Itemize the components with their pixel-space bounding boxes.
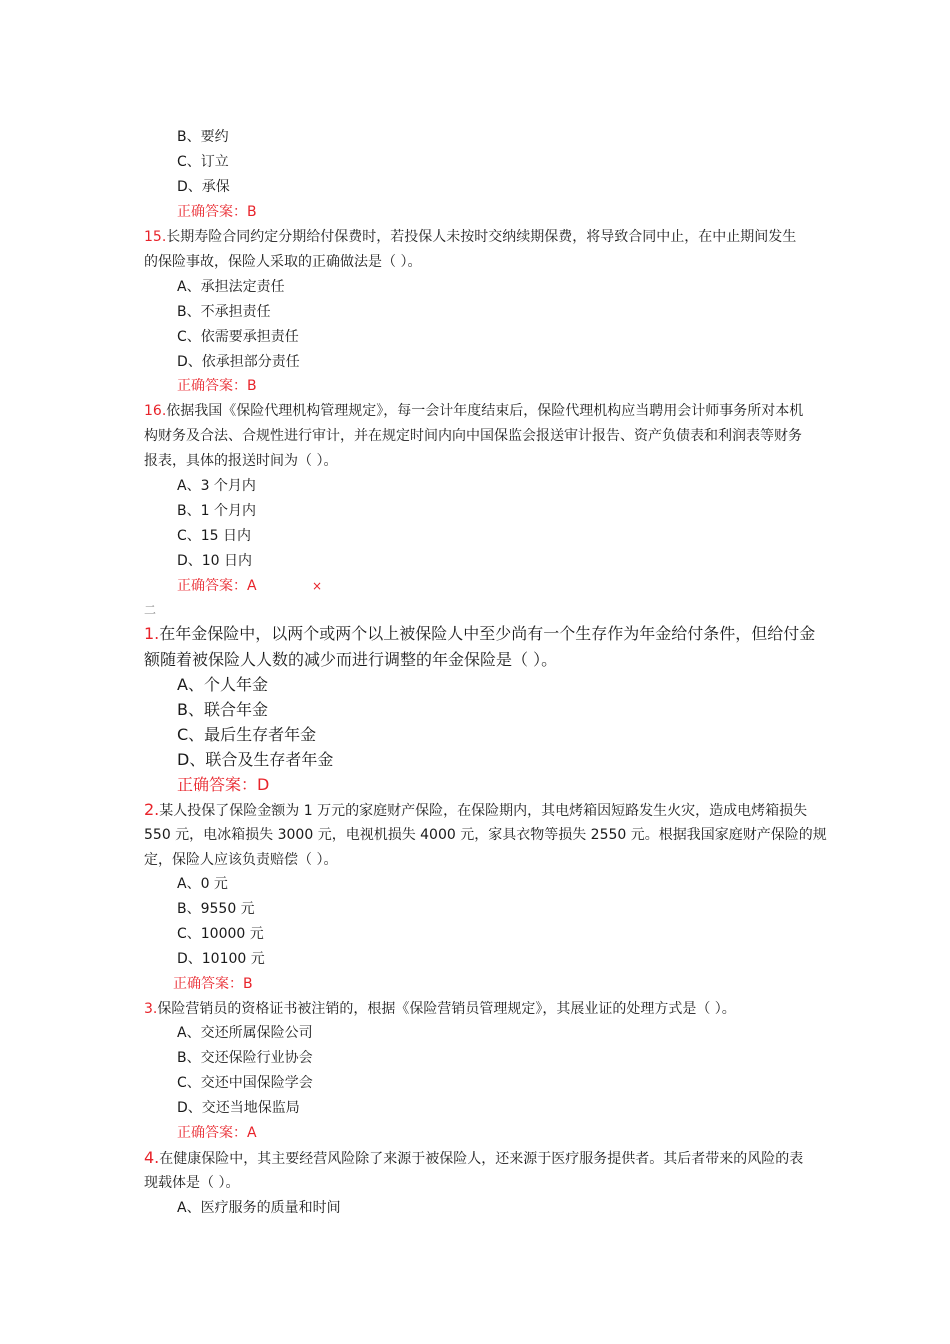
q16-text-line1 (144, 401, 803, 421)
s2q3-answer: 正确答案：A (177, 1125, 257, 1141)
s2q4-option-a: A、医疗服务的质量和时间 (177, 1200, 341, 1216)
q15-line1: 长期寿险合同约定分期给付保费时，若投保人未按时交纳续期保费，将导致合同中止，在中止期间发生 (166, 229, 797, 245)
s2q1-option-c: C、最后生存者年金 (177, 725, 317, 744)
s2q4-text-line1 (144, 1148, 803, 1169)
s2q1-option-b: B、联合年金 (177, 700, 268, 719)
s2q3-text-line1 (144, 999, 736, 1019)
s2q4-number: 4. (144, 1148, 160, 1167)
s2q1-option-d: D、联合及生存者年金 (177, 750, 334, 769)
s2q3-line1: 保险营销员的资格证书被注销的，根据《保险营销员管理规定》，其展业证的处理方式是（ ）。 (157, 1001, 736, 1017)
s2q3-option-c: C、交还中国保险学会 (177, 1075, 313, 1091)
q15-text-line1 (144, 227, 796, 247)
s2q1-option-a: A、个人年金 (177, 675, 268, 694)
q16-line1: 依据我国《保险代理机构管理规定》，每一会计年度结束后，保险代理机构应当聘用会计师事务所对本机 (166, 403, 804, 419)
q15-text-line2: 的保险事故，保险人采取的正确做法是（ ）。 (144, 254, 422, 270)
s2q4-text-line2: 现载体是（ ）。 (144, 1175, 240, 1191)
s2q4-line1: 在健康保险中，其主要经营风险除了来源于被保险人，还来源于医疗服务提供者。其后者带来的风险的表 (159, 1151, 804, 1167)
s2q2-option-c: C、10000 元 (177, 926, 264, 942)
q16-answer: 正确答案：A (177, 578, 257, 594)
q15-option-a: A、承担法定责任 (177, 279, 285, 295)
s2q2-line1: 某人投保了保险金额为 1 万元的家庭财产保险，在保险期内，其电烤箱因短路发生火灾，造成电烤箱损失 (159, 803, 808, 819)
q16-text-line2: 构财务及合法、合规性进行审计，并在规定时间内向中国保监会报送审计报告、资产负债表和利润表等财务 (144, 428, 802, 444)
q15-option-c: C、依需要承担责任 (177, 329, 299, 345)
s2q1-line1: 在年金保险中，以两个或两个以上被保险人中至少尚有一个生存作为年金给付条件，但给付金 (159, 624, 816, 643)
s2q2-answer: 正确答案：B (173, 976, 253, 992)
s2q1-text-line2: 额随着被保险人人数的减少而进行调整的年金保险是（ ）。 (144, 650, 558, 669)
q16-option-a: A、3 个月内 (177, 478, 256, 494)
wrong-mark: × (312, 579, 323, 593)
q14-option-b: B、要约 (177, 129, 229, 145)
s2q1-answer: 正确答案：D (177, 775, 270, 794)
s2q3-option-d: D、交还当地保监局 (177, 1100, 300, 1116)
q16-option-b: B、1 个月内 (177, 503, 256, 519)
q16-text-line3: 报表，具体的报送时间为（ ）。 (144, 453, 338, 469)
s2q1-number: 1. (144, 624, 160, 643)
section-marker: 二 (144, 603, 157, 617)
s2q2-option-d: D、10100 元 (177, 951, 265, 967)
q16-number: 16. (144, 403, 167, 419)
q16-option-c: C、15 日内 (177, 528, 252, 544)
q15-number: 15. (144, 229, 167, 245)
s2q2-text-line1 (144, 800, 807, 821)
q15-option-d: D、依承担部分责任 (177, 354, 300, 370)
s2q3-option-a: A、交还所属保险公司 (177, 1025, 313, 1041)
s2q3-option-b: B、交还保险行业协会 (177, 1050, 313, 1066)
q15-option-b: B、不承担责任 (177, 304, 271, 320)
s2q2-text-line3: 定，保险人应该负责赔偿（ ）。 (144, 852, 338, 868)
s2q3-number: 3. (144, 1001, 158, 1017)
s2q2-option-a: A、0 元 (177, 876, 228, 892)
s2q2-option-b: B、9550 元 (177, 901, 255, 917)
q14-answer: 正确答案：B (177, 204, 257, 220)
q14-option-c: C、订立 (177, 154, 229, 170)
s2q1-text-line1 (144, 624, 815, 644)
s2q2-text-line2: 550 元，电冰箱损失 3000 元，电视机损失 4000 元，家具衣物等损失 2550 元。根据我国家庭财产保险的规 (144, 827, 827, 843)
s2q2-number: 2. (144, 800, 160, 819)
q15-answer: 正确答案：B (177, 378, 257, 394)
q14-option-d: D、承保 (177, 179, 230, 195)
q16-option-d: D、10 日内 (177, 553, 253, 569)
